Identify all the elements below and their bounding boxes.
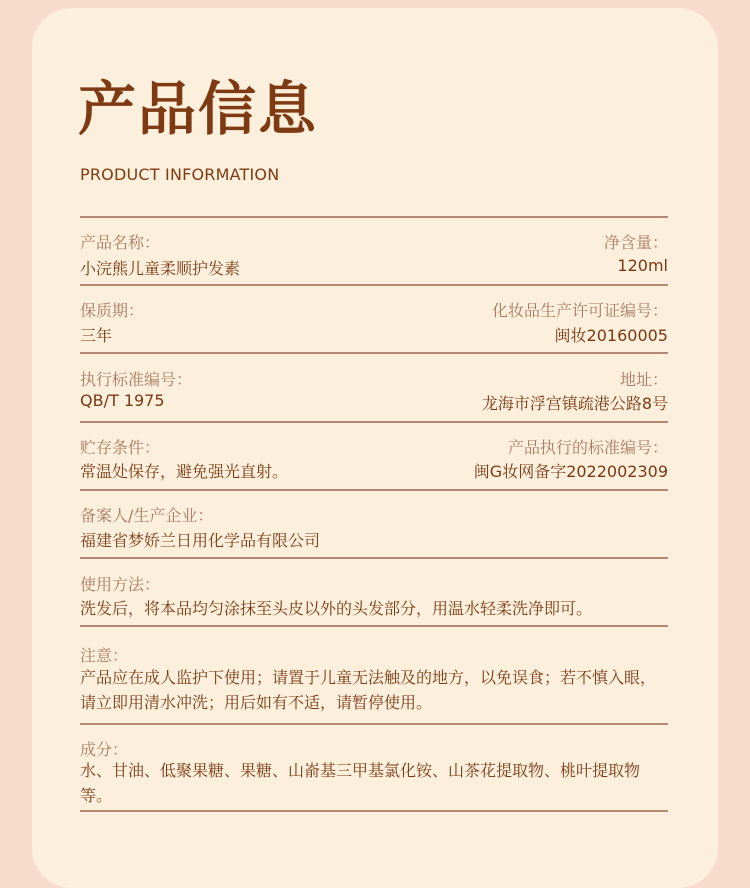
divider xyxy=(80,284,668,286)
usage-label: 使用方法： xyxy=(80,575,161,594)
shelf-life-label: 保质期： xyxy=(80,301,145,320)
ingredients-label: 成分： xyxy=(80,740,129,759)
storage-label: 贮存条件： xyxy=(80,438,161,457)
usage-value: 洗发后，将本品均匀涂抹至头皮以外的头发部分，用温水轻柔洗净即可。 xyxy=(80,599,593,618)
storage-value: 常温处保存，避免强光直射。 xyxy=(80,462,289,481)
product-name-value: 小浣熊儿童柔顺护发素 xyxy=(80,259,241,278)
divider xyxy=(80,723,668,725)
divider xyxy=(80,421,668,423)
page-subtitle: PRODUCT INFORMATION xyxy=(80,165,280,184)
product-name-label: 产品名称： xyxy=(80,233,161,252)
divider xyxy=(80,216,668,218)
net-content-value: 120ml xyxy=(617,256,668,275)
filing-number-value: 闽G妆网备字2022002309 xyxy=(473,462,668,481)
address-value: 龙海市浮宫镇疏港公路8号 xyxy=(481,394,668,413)
page-title: 产品信息 xyxy=(78,75,319,143)
filer-label: 备案人/生产企业： xyxy=(80,506,214,525)
net-content-label: 净含量： xyxy=(603,233,668,252)
notice-value: 产品应在成人监护下使用；请置于儿童无法触及的地方，以免误食；若不慎入眼，请立即用清水冲洗；用后如有不适，请暂停使用。 xyxy=(80,668,657,712)
license-number-value: 闽妆20160005 xyxy=(554,326,668,345)
filing-number-label: 产品执行的标准编号： xyxy=(507,438,668,457)
divider xyxy=(80,489,668,491)
standard-number-label: 执行标准编号： xyxy=(80,370,193,389)
address-label: 地址： xyxy=(619,370,668,389)
divider xyxy=(80,352,668,354)
notice-label: 注意： xyxy=(80,646,129,665)
standard-number-value: QB/T 1975 xyxy=(80,391,165,410)
filer-value: 福建省梦娇兰日用化学品有限公司 xyxy=(80,531,321,550)
divider xyxy=(80,557,668,559)
divider xyxy=(80,810,668,812)
ingredients-value: 水、甘油、低聚果糖、果糖、山嵛基三甲基氯化铵、山茶花提取物、桃叶提取物等。 xyxy=(80,761,641,805)
shelf-life-value: 三年 xyxy=(80,326,113,345)
license-number-label: 化妆品生产许可证编号： xyxy=(491,301,668,320)
divider xyxy=(80,625,668,627)
